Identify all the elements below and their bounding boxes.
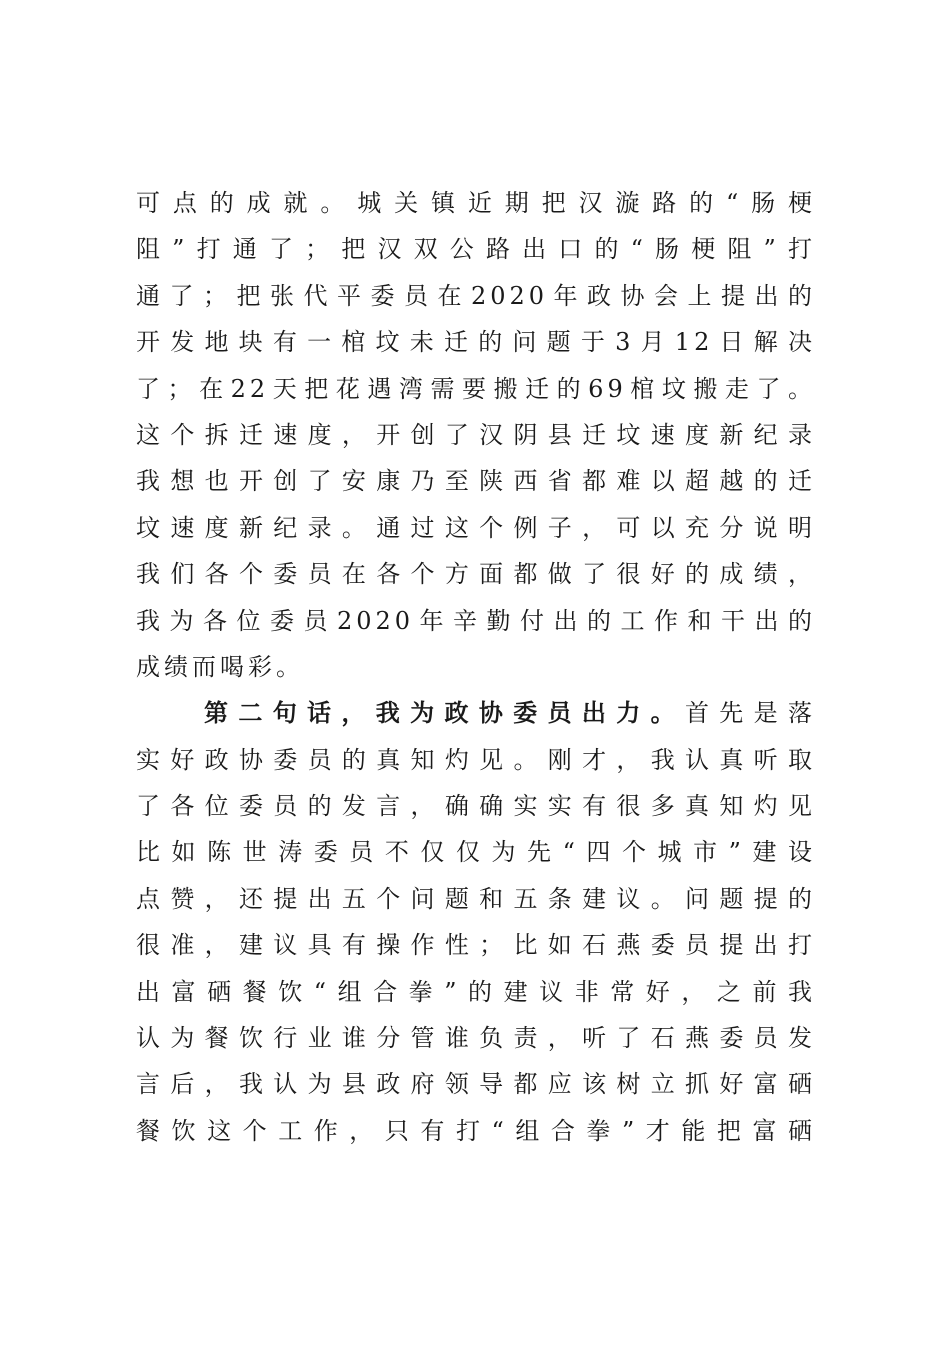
text-line: 认为餐饮行业谁分管谁负责，听了石燕委员发 <box>136 1024 816 1053</box>
body-text <box>136 180 816 1154</box>
text-line: 我为各位委员2020年辛勤付出的工作和干出的 <box>136 606 816 635</box>
text-line: 坟速度新纪录。通过这个例子，可以充分说明 <box>136 513 816 542</box>
text-line: 开发地块有一棺坟未迁的问题于3月12日解决 <box>136 328 816 357</box>
text-line: 了各位委员的发言，确确实实有很多真知灼见 <box>136 792 816 821</box>
paragraph-first-line <box>136 690 816 736</box>
text-line: 了；在22天把花遇湾需要搬迁的69棺坟搬走了。 <box>136 374 816 403</box>
text-line: 点赞，还提出五个问题和五条建议。问题提的 <box>136 884 816 913</box>
text-line: 很准，建议具有操作性；比如石燕委员提出打 <box>136 931 816 960</box>
text-line: 比如陈世涛委员不仅仅为先“四个城市”建设 <box>136 838 816 867</box>
section-heading: 第二句话，我为政协委员出力。 <box>204 698 685 728</box>
text-line: 成绩而喝彩。 <box>136 652 304 681</box>
text-line: 言后，我认为县政府领导都应该树立抓好富硒 <box>136 1070 816 1099</box>
text-line: 阻”打通了；把汉双公路出口的“肠梗阻”打 <box>136 235 816 264</box>
text-line: 可点的成就。城关镇近期把汉漩路的“肠梗 <box>136 189 816 217</box>
text-line: 我们各个委员在各个方面都做了很好的成绩， <box>136 560 816 589</box>
text-line: 通了；把张代平委员在2020年政协会上提出的 <box>136 281 816 310</box>
text-line: 实好政协委员的真知灼见。刚才，我认真听取 <box>136 745 816 774</box>
text-line: 我想也开创了安康乃至陕西省都难以超越的迁 <box>136 467 816 496</box>
text-line: 出富硒餐饮“组合拳”的建议非常好，之前我 <box>136 977 816 1006</box>
text-run: 首先是落 <box>684 699 817 728</box>
text-line: 餐饮这个工作，只有打“组合拳”才能把富硒 <box>136 1116 816 1145</box>
text-line: 这个拆迁速度，开创了汉阴县迁坟速度新纪录 <box>136 420 816 449</box>
